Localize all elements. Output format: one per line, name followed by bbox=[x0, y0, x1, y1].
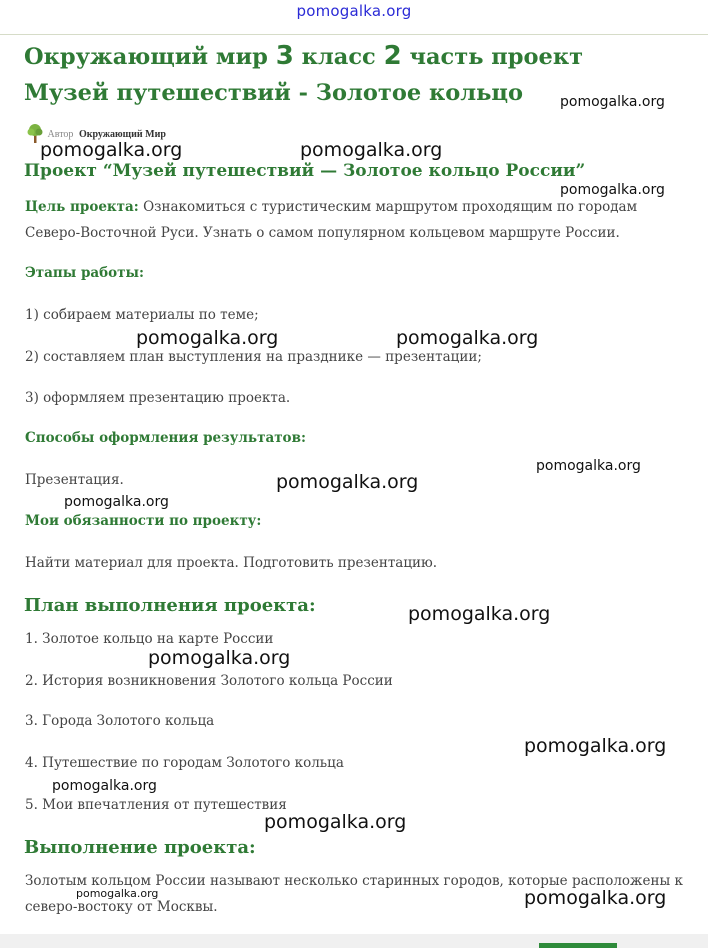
title-grade-number: 3 bbox=[275, 41, 294, 71]
title-text-3: часть проект Музей путешествий - Золотое кольцо bbox=[24, 44, 584, 106]
watermark: pomogalka.org bbox=[560, 182, 665, 198]
goal-paragraph bbox=[25, 194, 665, 246]
watermark: pomogalka.org bbox=[136, 327, 279, 349]
goal-label: Цель проекта: bbox=[25, 199, 139, 215]
watermark: pomogalka.org bbox=[560, 94, 665, 110]
watermark: pomogalka.org bbox=[264, 811, 407, 833]
title-text-2: класс bbox=[293, 44, 384, 70]
author-name[interactable]: Окружающий Мир bbox=[78, 129, 166, 140]
watermark: pomogalka.org bbox=[76, 887, 159, 900]
stage-item: 2) составляем план выступления на празднике — презентации; bbox=[25, 349, 482, 365]
execution-heading: Выполнение проекта: bbox=[24, 837, 256, 858]
plan-item: 5. Мои впечатления от путешествия bbox=[25, 797, 287, 813]
goal-text: Ознакомиться с туристическим маршрутом проходящим по городам Северо-Восточной Руси. Узнать о самом популярном кольцевом маршруте России. bbox=[25, 199, 638, 241]
plan-item: 2. История возникновения Золотого кольца России bbox=[25, 673, 393, 689]
stage-item: 1) собираем материалы по теме; bbox=[25, 307, 259, 323]
results-text: Презентация. bbox=[25, 472, 124, 488]
watermark: pomogalka.org bbox=[536, 458, 641, 474]
watermark: pomogalka.org bbox=[524, 887, 667, 909]
watermark: pomogalka.org bbox=[148, 647, 291, 669]
duties-text: Найти материал для проекта. Подготовить презентацию. bbox=[25, 555, 438, 571]
duties-heading: Мои обязанности по проекту: bbox=[25, 513, 262, 529]
header-divider bbox=[0, 34, 708, 35]
watermark: pomogalka.org bbox=[408, 603, 551, 625]
author-label: Автор bbox=[47, 129, 74, 140]
stage-item: 3) оформляем презентацию проекта. bbox=[25, 390, 291, 406]
site-logo[interactable]: pomogalka.org bbox=[296, 2, 412, 20]
results-heading: Способы оформления результатов: bbox=[25, 430, 306, 446]
title-part-number: 2 bbox=[383, 41, 402, 71]
project-heading: Проект “Музей путешествий — Золотое кольцо России” bbox=[24, 161, 586, 181]
title-text-1: Окружающий мир bbox=[24, 44, 276, 70]
plan-item: 4. Путешествие по городам Золотого кольца bbox=[25, 755, 344, 771]
watermark: pomogalka.org bbox=[52, 778, 157, 794]
watermark: pomogalka.org bbox=[300, 139, 443, 161]
watermark: pomogalka.org bbox=[64, 494, 169, 510]
stages-heading: Этапы работы: bbox=[25, 265, 145, 281]
watermark: pomogalka.org bbox=[396, 327, 539, 349]
watermark: pomogalka.org bbox=[524, 735, 667, 757]
plan-item: 1. Золотое кольцо на карте России bbox=[25, 631, 274, 647]
watermark: pomogalka.org bbox=[276, 471, 419, 493]
plan-item: 3. Города Золотого кольца bbox=[25, 713, 215, 729]
plan-heading: План выполнения проекта: bbox=[24, 595, 316, 616]
watermark: pomogalka.org bbox=[40, 139, 183, 161]
execution-text: Золотым кольцом России называют несколько старинных городов, которые расположены к северо-востоку от Москвы. bbox=[25, 873, 683, 915]
bottom-action-button[interactable] bbox=[539, 943, 617, 948]
